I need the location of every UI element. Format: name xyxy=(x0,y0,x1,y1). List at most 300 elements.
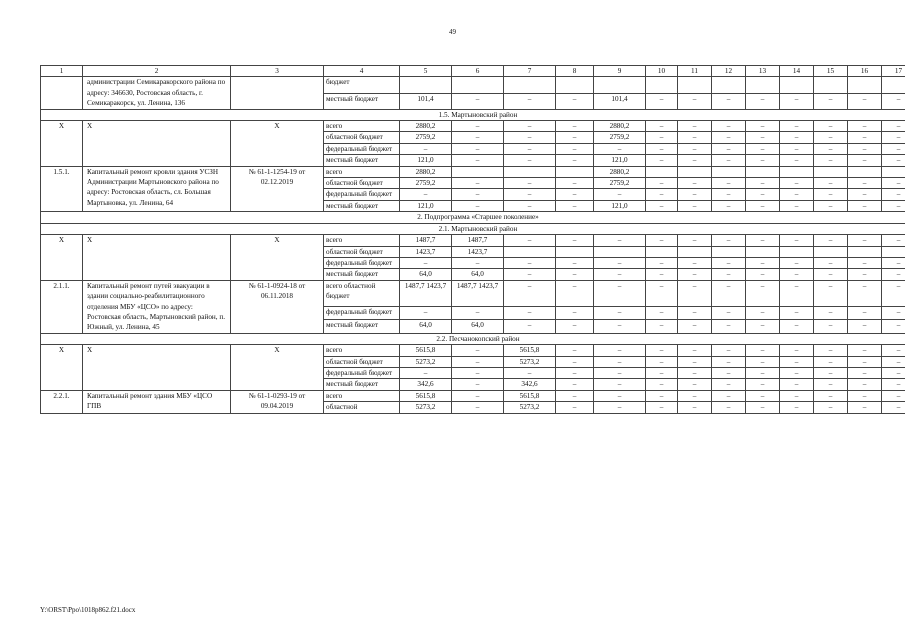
amount-cell: – xyxy=(556,200,594,211)
amount-cell: – xyxy=(556,132,594,143)
amount-cell: – xyxy=(646,189,678,200)
amount-cell: – xyxy=(678,132,712,143)
amount-cell: – xyxy=(780,93,814,109)
amount-cell: – xyxy=(746,356,780,367)
amount-cell: – xyxy=(678,367,712,378)
amount-cell: – xyxy=(504,320,556,334)
amount-cell: – xyxy=(646,379,678,390)
document-number: № 61-1-0924-18 от 06.11.2018 xyxy=(231,280,324,333)
amount-cell: – xyxy=(452,402,504,413)
amount-cell: – xyxy=(814,379,848,390)
item-number: Х xyxy=(41,121,83,167)
funding-source-label: бюджет xyxy=(324,77,400,93)
amount-cell: – xyxy=(882,320,905,334)
amount-cell: – xyxy=(400,143,452,154)
column-number: 12 xyxy=(712,66,746,77)
amount-cell: – xyxy=(646,200,678,211)
amount-cell: – xyxy=(504,143,556,154)
amount-cell: – xyxy=(556,235,594,246)
amount-cell: – xyxy=(848,367,882,378)
amount-cell: – xyxy=(848,143,882,154)
column-number: 5 xyxy=(400,66,452,77)
amount-cell: 121,0 xyxy=(400,200,452,211)
amount-cell: – xyxy=(452,257,504,268)
amount-cell: – xyxy=(594,345,646,356)
amount-cell: 1487,7 1423,7 xyxy=(452,280,504,306)
amount-cell: – xyxy=(646,345,678,356)
amount-cell: – xyxy=(678,402,712,413)
amount-cell: – xyxy=(678,143,712,154)
amount-cell: – xyxy=(746,189,780,200)
amount-cell: – xyxy=(746,143,780,154)
amount-cell: 121,0 xyxy=(594,155,646,166)
column-number: 15 xyxy=(814,66,848,77)
amount-cell: – xyxy=(646,280,678,306)
amount-cell: – xyxy=(746,280,780,306)
amount-cell xyxy=(452,77,504,93)
amount-cell: – xyxy=(814,121,848,132)
item-number: 2.1.1. xyxy=(41,280,83,333)
amount-cell: – xyxy=(594,379,646,390)
item-name: Капитальный ремонт здания МБУ «ЦСО ГПВ xyxy=(83,390,231,413)
amount-cell: – xyxy=(882,143,905,154)
amount-cell: 64,0 xyxy=(400,320,452,334)
amount-cell: – xyxy=(400,306,452,320)
amount-cell: – xyxy=(882,379,905,390)
amount-cell: – xyxy=(848,280,882,306)
amount-cell: – xyxy=(594,320,646,334)
amount-cell xyxy=(400,77,452,93)
amount-cell: – xyxy=(556,306,594,320)
amount-cell xyxy=(678,77,712,93)
amount-cell: – xyxy=(452,93,504,109)
amount-cell: – xyxy=(712,367,746,378)
amount-cell: – xyxy=(848,379,882,390)
amount-cell: – xyxy=(556,178,594,189)
table-row xyxy=(41,235,905,246)
amount-cell: – xyxy=(882,345,905,356)
amount-cell: – xyxy=(712,379,746,390)
amount-cell: 2880,2 xyxy=(594,121,646,132)
column-number: 9 xyxy=(594,66,646,77)
document-number: № 61-1-1254-19 от 02.12.2019 xyxy=(231,166,324,212)
amount-cell: – xyxy=(814,367,848,378)
funding-source-label: федеральный бюджет xyxy=(324,367,400,378)
amount-cell: 2759,2 xyxy=(400,132,452,143)
funding-source-label: местный бюджет xyxy=(324,155,400,166)
amount-cell xyxy=(746,246,780,257)
amount-cell xyxy=(594,246,646,257)
amount-cell: – xyxy=(712,390,746,401)
document-number: № 61-1-0293-19 от 09.04.2019 xyxy=(231,390,324,413)
amount-cell: – xyxy=(646,235,678,246)
amount-cell xyxy=(848,166,882,177)
amount-cell: 121,0 xyxy=(594,200,646,211)
amount-cell: 1423,7 xyxy=(400,246,452,257)
amount-cell: – xyxy=(712,280,746,306)
amount-cell xyxy=(712,77,746,93)
amount-cell: – xyxy=(712,345,746,356)
amount-cell: – xyxy=(848,345,882,356)
amount-cell: – xyxy=(848,155,882,166)
amount-cell: – xyxy=(504,93,556,109)
amount-cell xyxy=(814,166,848,177)
amount-cell xyxy=(556,246,594,257)
amount-cell: – xyxy=(882,269,905,280)
amount-cell: – xyxy=(882,356,905,367)
amount-cell: – xyxy=(678,155,712,166)
funding-source-label: всего xyxy=(324,166,400,177)
amount-cell xyxy=(504,77,556,93)
column-number: 7 xyxy=(504,66,556,77)
amount-cell xyxy=(882,166,905,177)
amount-cell: – xyxy=(646,269,678,280)
column-number: 1 xyxy=(41,66,83,77)
amount-cell: – xyxy=(848,402,882,413)
column-number-row xyxy=(41,66,905,77)
amount-cell: – xyxy=(746,367,780,378)
amount-cell: – xyxy=(646,178,678,189)
amount-cell: – xyxy=(452,189,504,200)
amount-cell: – xyxy=(556,402,594,413)
amount-cell: – xyxy=(882,367,905,378)
amount-cell: 342,6 xyxy=(400,379,452,390)
amount-cell: – xyxy=(504,155,556,166)
amount-cell: – xyxy=(504,257,556,268)
document-number: Х xyxy=(231,235,324,281)
funding-source-label: федеральный бюджет xyxy=(324,306,400,320)
funding-source-label: всего областной бюджет xyxy=(324,280,400,306)
amount-cell: – xyxy=(848,320,882,334)
amount-cell: – xyxy=(882,280,905,306)
amount-cell: – xyxy=(556,345,594,356)
amount-cell: – xyxy=(882,257,905,268)
funding-source-label: всего xyxy=(324,235,400,246)
amount-cell: – xyxy=(746,320,780,334)
amount-cell: – xyxy=(504,367,556,378)
amount-cell xyxy=(646,77,678,93)
amount-cell: 1487,7 1423,7 xyxy=(400,280,452,306)
amount-cell xyxy=(504,166,556,177)
amount-cell: – xyxy=(814,320,848,334)
funding-source-label: местный бюджет xyxy=(324,200,400,211)
amount-cell: – xyxy=(646,257,678,268)
amount-cell: – xyxy=(814,235,848,246)
amount-cell: – xyxy=(848,390,882,401)
amount-cell: 1487,7 xyxy=(400,235,452,246)
amount-cell: 2759,2 xyxy=(594,178,646,189)
amount-cell: 5273,2 xyxy=(504,402,556,413)
funding-source-label: федеральный бюджет xyxy=(324,257,400,268)
amount-cell: – xyxy=(646,320,678,334)
funding-source-label: областной бюджет xyxy=(324,178,400,189)
amount-cell: – xyxy=(712,200,746,211)
table-row xyxy=(41,166,905,177)
section-heading: 2. Подпрограмма «Старшее поколение» xyxy=(41,212,905,223)
amount-cell xyxy=(746,166,780,177)
column-number: 2 xyxy=(83,66,231,77)
document-number: Х xyxy=(231,121,324,167)
item-number: Х xyxy=(41,235,83,281)
amount-cell: – xyxy=(848,189,882,200)
amount-cell: – xyxy=(504,121,556,132)
amount-cell xyxy=(556,166,594,177)
amount-cell: – xyxy=(712,143,746,154)
amount-cell: – xyxy=(556,390,594,401)
amount-cell: 121,0 xyxy=(400,155,452,166)
amount-cell: – xyxy=(746,269,780,280)
amount-cell: 5273,2 xyxy=(504,356,556,367)
amount-cell: – xyxy=(646,132,678,143)
amount-cell: – xyxy=(780,320,814,334)
amount-cell: – xyxy=(646,143,678,154)
amount-cell: – xyxy=(814,143,848,154)
amount-cell: – xyxy=(746,178,780,189)
amount-cell: – xyxy=(646,121,678,132)
amount-cell: – xyxy=(400,189,452,200)
amount-cell: – xyxy=(594,402,646,413)
column-number: 6 xyxy=(452,66,504,77)
amount-cell: – xyxy=(882,189,905,200)
table-row xyxy=(41,280,905,306)
amount-cell: – xyxy=(678,306,712,320)
column-number: 8 xyxy=(556,66,594,77)
amount-cell: – xyxy=(780,121,814,132)
amount-cell: – xyxy=(712,155,746,166)
funding-source-label: местный бюджет xyxy=(324,320,400,334)
amount-cell: – xyxy=(594,269,646,280)
amount-cell: – xyxy=(712,93,746,109)
amount-cell: – xyxy=(814,390,848,401)
amount-cell xyxy=(594,77,646,93)
amount-cell: – xyxy=(814,356,848,367)
amount-cell: – xyxy=(646,155,678,166)
amount-cell: – xyxy=(594,306,646,320)
amount-cell: – xyxy=(504,269,556,280)
amount-cell: – xyxy=(504,132,556,143)
amount-cell: – xyxy=(848,132,882,143)
funding-source-label: федеральный бюджет xyxy=(324,189,400,200)
amount-cell: – xyxy=(712,121,746,132)
amount-cell: – xyxy=(848,178,882,189)
amount-cell: – xyxy=(780,235,814,246)
amount-cell: – xyxy=(556,356,594,367)
amount-cell xyxy=(848,246,882,257)
funding-source-label: федеральный бюджет xyxy=(324,143,400,154)
amount-cell: – xyxy=(556,367,594,378)
item-number: Х xyxy=(41,345,83,391)
amount-cell: – xyxy=(814,178,848,189)
amount-cell: – xyxy=(556,320,594,334)
amount-cell: – xyxy=(678,320,712,334)
amount-cell: 64,0 xyxy=(400,269,452,280)
amount-cell: – xyxy=(780,143,814,154)
amount-cell: – xyxy=(556,121,594,132)
amount-cell: 5615,8 xyxy=(400,345,452,356)
column-number: 17 xyxy=(882,66,905,77)
amount-cell: – xyxy=(556,280,594,306)
amount-cell: 1487,7 xyxy=(452,235,504,246)
amount-cell: – xyxy=(712,320,746,334)
table-row xyxy=(41,390,905,401)
amount-cell xyxy=(780,77,814,93)
amount-cell: – xyxy=(646,93,678,109)
amount-cell xyxy=(780,166,814,177)
amount-cell: – xyxy=(814,132,848,143)
amount-cell: – xyxy=(848,269,882,280)
amount-cell: – xyxy=(848,93,882,109)
item-number xyxy=(41,77,83,109)
funding-source-label: областной бюджет xyxy=(324,246,400,257)
amount-cell: – xyxy=(712,306,746,320)
amount-cell: – xyxy=(746,379,780,390)
amount-cell: – xyxy=(646,367,678,378)
funding-source-label: местный бюджет xyxy=(324,379,400,390)
amount-cell xyxy=(780,246,814,257)
amount-cell: – xyxy=(678,235,712,246)
section-heading: 2.2. Песчанокопский район xyxy=(41,333,905,344)
amount-cell: – xyxy=(712,269,746,280)
amount-cell: – xyxy=(594,143,646,154)
section-heading: 2.1. Мартыновский район xyxy=(41,223,905,234)
funding-source-label: местный бюджет xyxy=(324,269,400,280)
amount-cell: 5615,8 xyxy=(400,390,452,401)
amount-cell: – xyxy=(504,280,556,306)
amount-cell: – xyxy=(678,269,712,280)
amount-cell: – xyxy=(780,132,814,143)
amount-cell: – xyxy=(400,367,452,378)
amount-cell: – xyxy=(712,132,746,143)
column-number: 13 xyxy=(746,66,780,77)
amount-cell: – xyxy=(556,143,594,154)
amount-cell: – xyxy=(504,306,556,320)
amount-cell: – xyxy=(848,306,882,320)
amount-cell: – xyxy=(452,356,504,367)
amount-cell: – xyxy=(882,235,905,246)
amount-cell: 342,6 xyxy=(504,379,556,390)
amount-cell: 5615,8 xyxy=(504,345,556,356)
amount-cell: – xyxy=(594,257,646,268)
amount-cell: – xyxy=(746,155,780,166)
amount-cell: – xyxy=(746,345,780,356)
funding-source-label: всего xyxy=(324,390,400,401)
amount-cell: – xyxy=(594,189,646,200)
amount-cell: 1423,7 xyxy=(452,246,504,257)
column-number: 11 xyxy=(678,66,712,77)
funding-source-label: всего xyxy=(324,345,400,356)
amount-cell: 101,4 xyxy=(400,93,452,109)
amount-cell: – xyxy=(678,178,712,189)
amount-cell: – xyxy=(746,132,780,143)
amount-cell: – xyxy=(452,178,504,189)
amount-cell xyxy=(646,246,678,257)
amount-cell: – xyxy=(678,189,712,200)
amount-cell: – xyxy=(556,269,594,280)
amount-cell: – xyxy=(814,189,848,200)
amount-cell: – xyxy=(678,345,712,356)
section-heading-row xyxy=(41,212,905,223)
amount-cell: – xyxy=(712,235,746,246)
amount-cell: – xyxy=(780,269,814,280)
item-name: Капитальный ремонт путей эвакуации в здании социально-реабилитационного отделения МБУ «ЦСО» по адресу: Ростовская область, Мартыновский район, п. Южный, ул. Ленина, 45 xyxy=(83,280,231,333)
amount-cell: – xyxy=(780,306,814,320)
section-heading: 1.5. Мартыновский район xyxy=(41,109,905,120)
amount-cell: – xyxy=(746,257,780,268)
amount-cell: – xyxy=(712,178,746,189)
amount-cell: – xyxy=(504,235,556,246)
amount-cell: – xyxy=(746,235,780,246)
amount-cell: – xyxy=(848,257,882,268)
funding-source-label: местный бюджет xyxy=(324,93,400,109)
document-number: Х xyxy=(231,345,324,391)
amount-cell: – xyxy=(594,367,646,378)
amount-cell: 5615,8 xyxy=(504,390,556,401)
amount-cell: – xyxy=(646,390,678,401)
amount-cell xyxy=(882,77,905,93)
amount-cell: 2880,2 xyxy=(400,121,452,132)
amount-cell: – xyxy=(746,390,780,401)
amount-cell: – xyxy=(814,269,848,280)
amount-cell: – xyxy=(848,200,882,211)
amount-cell: – xyxy=(452,132,504,143)
amount-cell: 2880,2 xyxy=(594,166,646,177)
amount-cell xyxy=(712,166,746,177)
amount-cell: – xyxy=(882,93,905,109)
amount-cell: – xyxy=(780,390,814,401)
amount-cell: – xyxy=(780,402,814,413)
amount-cell: – xyxy=(712,402,746,413)
amount-cell: – xyxy=(678,257,712,268)
amount-cell: – xyxy=(452,143,504,154)
amount-cell: – xyxy=(814,402,848,413)
column-number: 3 xyxy=(231,66,324,77)
amount-cell xyxy=(882,246,905,257)
amount-cell: – xyxy=(780,280,814,306)
amount-cell: – xyxy=(556,257,594,268)
funding-source-label: областной бюджет xyxy=(324,356,400,367)
table-row xyxy=(41,345,905,356)
funding-source-label: всего xyxy=(324,121,400,132)
amount-cell: – xyxy=(678,200,712,211)
item-name: Капитальный ремонт кровли здания УСЗН Администрации Мартыновского района по адресу: Ростовская область, сл. Большая Мартыновка, ул. Ленина, 64 xyxy=(83,166,231,212)
amount-cell: – xyxy=(504,178,556,189)
amount-cell: – xyxy=(814,345,848,356)
amount-cell xyxy=(504,246,556,257)
amount-cell: – xyxy=(848,235,882,246)
amount-cell: – xyxy=(452,379,504,390)
amount-cell xyxy=(848,77,882,93)
amount-cell: – xyxy=(746,200,780,211)
amount-cell: – xyxy=(746,402,780,413)
amount-cell: – xyxy=(646,402,678,413)
amount-cell: – xyxy=(452,121,504,132)
amount-cell: – xyxy=(556,189,594,200)
amount-cell: 5273,2 xyxy=(400,356,452,367)
amount-cell: – xyxy=(746,93,780,109)
amount-cell: – xyxy=(882,155,905,166)
amount-cell xyxy=(712,246,746,257)
amount-cell: 5273,2 xyxy=(400,402,452,413)
amount-cell: – xyxy=(712,189,746,200)
column-number: 4 xyxy=(324,66,400,77)
amount-cell: – xyxy=(780,200,814,211)
amount-cell: – xyxy=(814,155,848,166)
amount-cell: – xyxy=(848,356,882,367)
table-row xyxy=(41,77,905,93)
amount-cell: – xyxy=(646,356,678,367)
amount-cell: 2759,2 xyxy=(594,132,646,143)
amount-cell: – xyxy=(882,121,905,132)
